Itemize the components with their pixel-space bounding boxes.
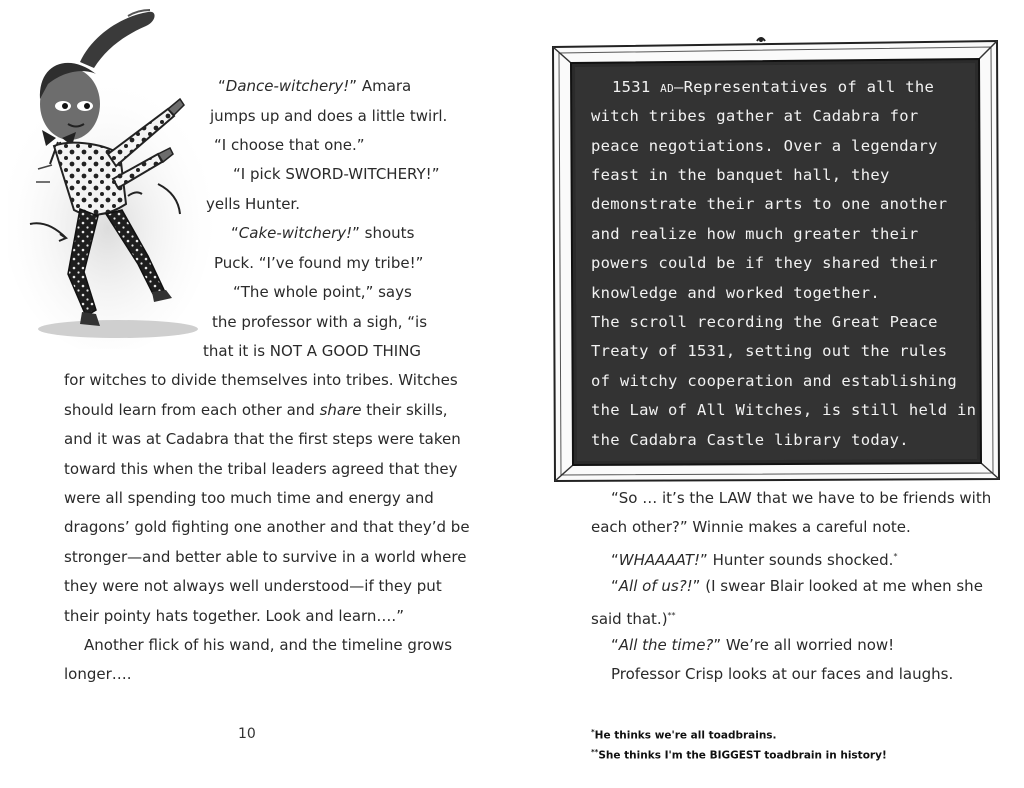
page-number: 10 (238, 726, 256, 742)
text-line: “WHAAAAT!” Hunter sounds shocked.* (611, 551, 898, 569)
text-line: for witches to divide themselves into tribes. Witches (64, 371, 458, 389)
text-line: “The whole point,” says (233, 283, 412, 301)
chalk-line: knowledge and worked together. (591, 284, 880, 302)
text-line: “All of us?!” (I swear Blair looked at me when she (611, 577, 983, 595)
text-line: jumps up and does a little twirl. (210, 107, 448, 125)
chalk-line: peace negotiations. Over a legendary (591, 137, 938, 155)
chalk-line: The scroll recording the Great Peace (591, 313, 938, 331)
chalk-line: and realize how much greater their (591, 225, 919, 243)
text-line: were all spending too much time and energy and (64, 489, 434, 507)
text-line: their pointy hats together. Look and learn….” (64, 607, 404, 625)
text-line: “So … it’s the LAW that we have to be friends with (611, 489, 992, 507)
chalk-line: witch tribes gather at Cadabra for (591, 107, 919, 125)
text-line: should learn from each other and share their skills, (64, 401, 448, 419)
text-line: stronger—and better able to survive in a world where (64, 548, 467, 566)
chalk-line: Treaty of 1531, setting out the rules (591, 342, 948, 360)
chalk-line: of witchy cooperation and establishing (591, 372, 958, 390)
text-line: “Dance-witchery!” Amara (218, 77, 412, 95)
chalk-line: 1531 AD—Representatives of all the (612, 78, 935, 96)
text-line: “Cake-witchery!” shouts (231, 224, 415, 242)
right-page (512, 0, 1024, 788)
text-line: they were not always well understood—if they put (64, 577, 442, 595)
text-line: Puck. “I’ve found my tribe!” (214, 254, 424, 272)
text-line: that it is NOT A GOOD THING (203, 342, 422, 360)
text-line: “All the time?” We’re all worried now! (611, 636, 895, 654)
text-line: “I choose that one.” (214, 136, 365, 154)
text-line: toward this when the tribal leaders agreed that they (64, 460, 458, 478)
text-line: said that.)** (591, 610, 676, 628)
text-line: dragons’ gold fighting one another and that they’d be (64, 518, 470, 536)
text-line: longer…. (64, 665, 132, 683)
text-line: Professor Crisp looks at our faces and laughs. (611, 665, 954, 683)
chalk-line: the Law of All Witches, is still held in (591, 401, 977, 419)
chalk-line: the Cadabra Castle library today. (591, 431, 909, 449)
footnote: **She thinks I'm the BIGGEST toadbrain in history! (591, 748, 887, 762)
text-line: and it was at Cadabra that the first steps were taken (64, 430, 461, 448)
text-line: yells Hunter. (206, 195, 300, 213)
chalk-line: demonstrate their arts to one another (591, 195, 948, 213)
text-line: each other?” Winnie makes a careful note. (591, 518, 911, 536)
text-line: Another flick of his wand, and the timeline grows (84, 636, 453, 654)
amara-illustration (8, 4, 213, 349)
chalk-line: powers could be if they shared their (591, 254, 938, 272)
text-line: the professor with a sigh, “is (212, 313, 428, 331)
chalk-line: feast in the banquet hall, they (591, 166, 890, 184)
footnote: *He thinks we're all toadbrains. (591, 728, 777, 742)
text-line: “I pick SWORD-WITCHERY!” (233, 165, 440, 183)
